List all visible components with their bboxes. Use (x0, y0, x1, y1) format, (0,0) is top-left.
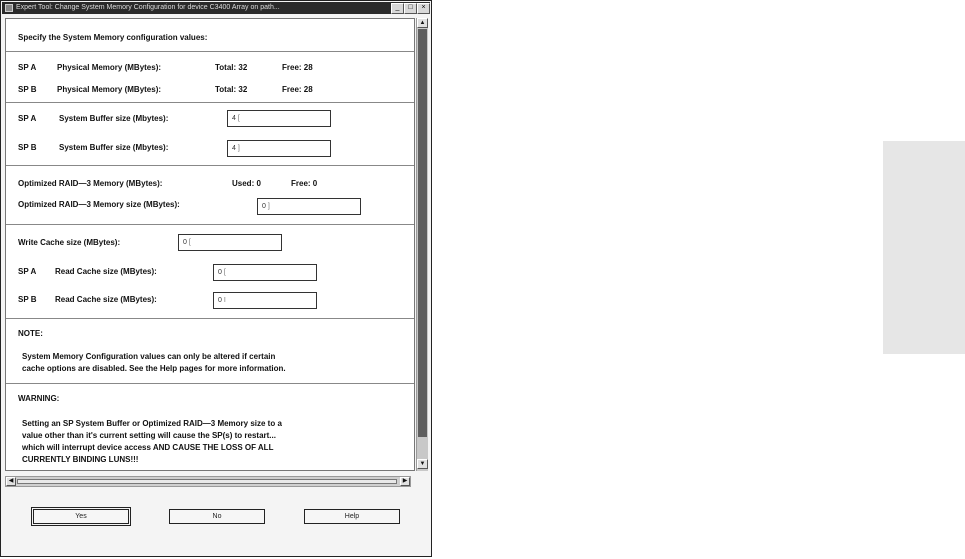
warning-line-1: Setting an SP System Buffer or Optimized RAID—3 Memory size to a (22, 419, 282, 428)
divider (6, 318, 415, 322)
spb-read-cache-input[interactable]: 0 I (213, 292, 317, 309)
spb-physical-memory-label: Physical Memory (MBytes): (57, 85, 162, 94)
horizontal-scroll-thumb[interactable] (17, 479, 397, 484)
spa-buffer-sp: SP A (18, 114, 37, 123)
yes-button[interactable]: Yes (33, 509, 129, 524)
vertical-scrollbar[interactable] (416, 18, 428, 471)
horizontal-scrollbar[interactable] (5, 476, 411, 487)
close-button[interactable]: × (417, 3, 430, 14)
warning-line-3: which will interrupt device access AND CAUSE THE LOSS OF ALL (22, 443, 274, 452)
note-line-2: cache options are disabled. See the Help pages for more information. (22, 364, 286, 373)
warning-line-2: value other than it's current setting will cause the SP(s) to restart... (22, 431, 276, 440)
spa-read-cache-label: Read Cache size (MBytes): (55, 267, 157, 276)
spa-physical-total: Total: 32 (215, 63, 248, 72)
button-bar (5, 491, 429, 555)
title-bar[interactable] (2, 2, 430, 14)
raid3-size-input[interactable]: 0 ] (257, 198, 361, 215)
spa-read-cache-input[interactable]: 0 [ (213, 264, 317, 281)
form-heading: Specify the System Memory configuration values: (18, 33, 208, 42)
write-cache-input[interactable]: 0 [ (178, 234, 282, 251)
divider (6, 165, 415, 169)
spb-buffer-label: System Buffer size (Mbytes): (59, 143, 169, 152)
scroll-left-button[interactable]: ◀ (6, 477, 16, 486)
divider (6, 383, 415, 387)
raid3-memory-label: Optimized RAID—3 Memory (MBytes): (18, 179, 163, 188)
minimize-button[interactable]: _ (391, 3, 404, 14)
spb-buffer-sp: SP B (18, 143, 37, 152)
spb-label: SP B (18, 85, 37, 94)
spa-buffer-label: System Buffer size (Mbytes): (59, 114, 169, 123)
divider (6, 224, 415, 228)
spb-read-cache-sp: SP B (18, 295, 37, 304)
scroll-right-button[interactable]: ▶ (400, 477, 410, 486)
warning-line-4: CURRENTLY BINDING LUNS!!! (22, 455, 139, 464)
maximize-button[interactable]: □ (404, 3, 417, 14)
spb-read-cache-label: Read Cache size (MBytes): (55, 295, 157, 304)
warning-title: WARNING: (18, 394, 60, 403)
raid3-size-label: Optimized RAID—3 Memory size (MBytes): (18, 200, 180, 209)
spa-physical-free: Free: 28 (282, 63, 313, 72)
side-panel (883, 141, 965, 354)
vertical-scroll-thumb[interactable] (418, 29, 427, 437)
spb-system-buffer-input[interactable]: 4 ] (227, 140, 331, 157)
help-button[interactable]: Help (304, 509, 400, 524)
system-menu-icon[interactable] (5, 4, 13, 12)
memory-config-dialog (0, 0, 432, 557)
spa-label: SP A (18, 63, 37, 72)
spb-physical-total: Total: 32 (215, 85, 248, 94)
scroll-up-button[interactable]: ▲ (417, 18, 428, 28)
note-line-1: System Memory Configuration values can only be altered if certain (22, 352, 276, 361)
form-area (5, 18, 415, 471)
spb-physical-free: Free: 28 (282, 85, 313, 94)
note-title: NOTE: (18, 329, 43, 338)
no-button[interactable]: No (169, 509, 265, 524)
divider (6, 102, 415, 106)
raid3-used: Used: 0 (232, 179, 261, 188)
spa-physical-memory-label: Physical Memory (MBytes): (57, 63, 162, 72)
window-title: Expert Tool: Change System Memory Configuration for device C3400 Array on path... (16, 4, 280, 11)
write-cache-label: Write Cache size (MBytes): (18, 238, 121, 247)
scroll-down-button[interactable]: ▼ (417, 459, 428, 469)
spa-read-cache-sp: SP A (18, 267, 37, 276)
divider (6, 51, 415, 55)
spa-system-buffer-input[interactable]: 4 [ (227, 110, 331, 127)
raid3-free: Free: 0 (291, 179, 318, 188)
